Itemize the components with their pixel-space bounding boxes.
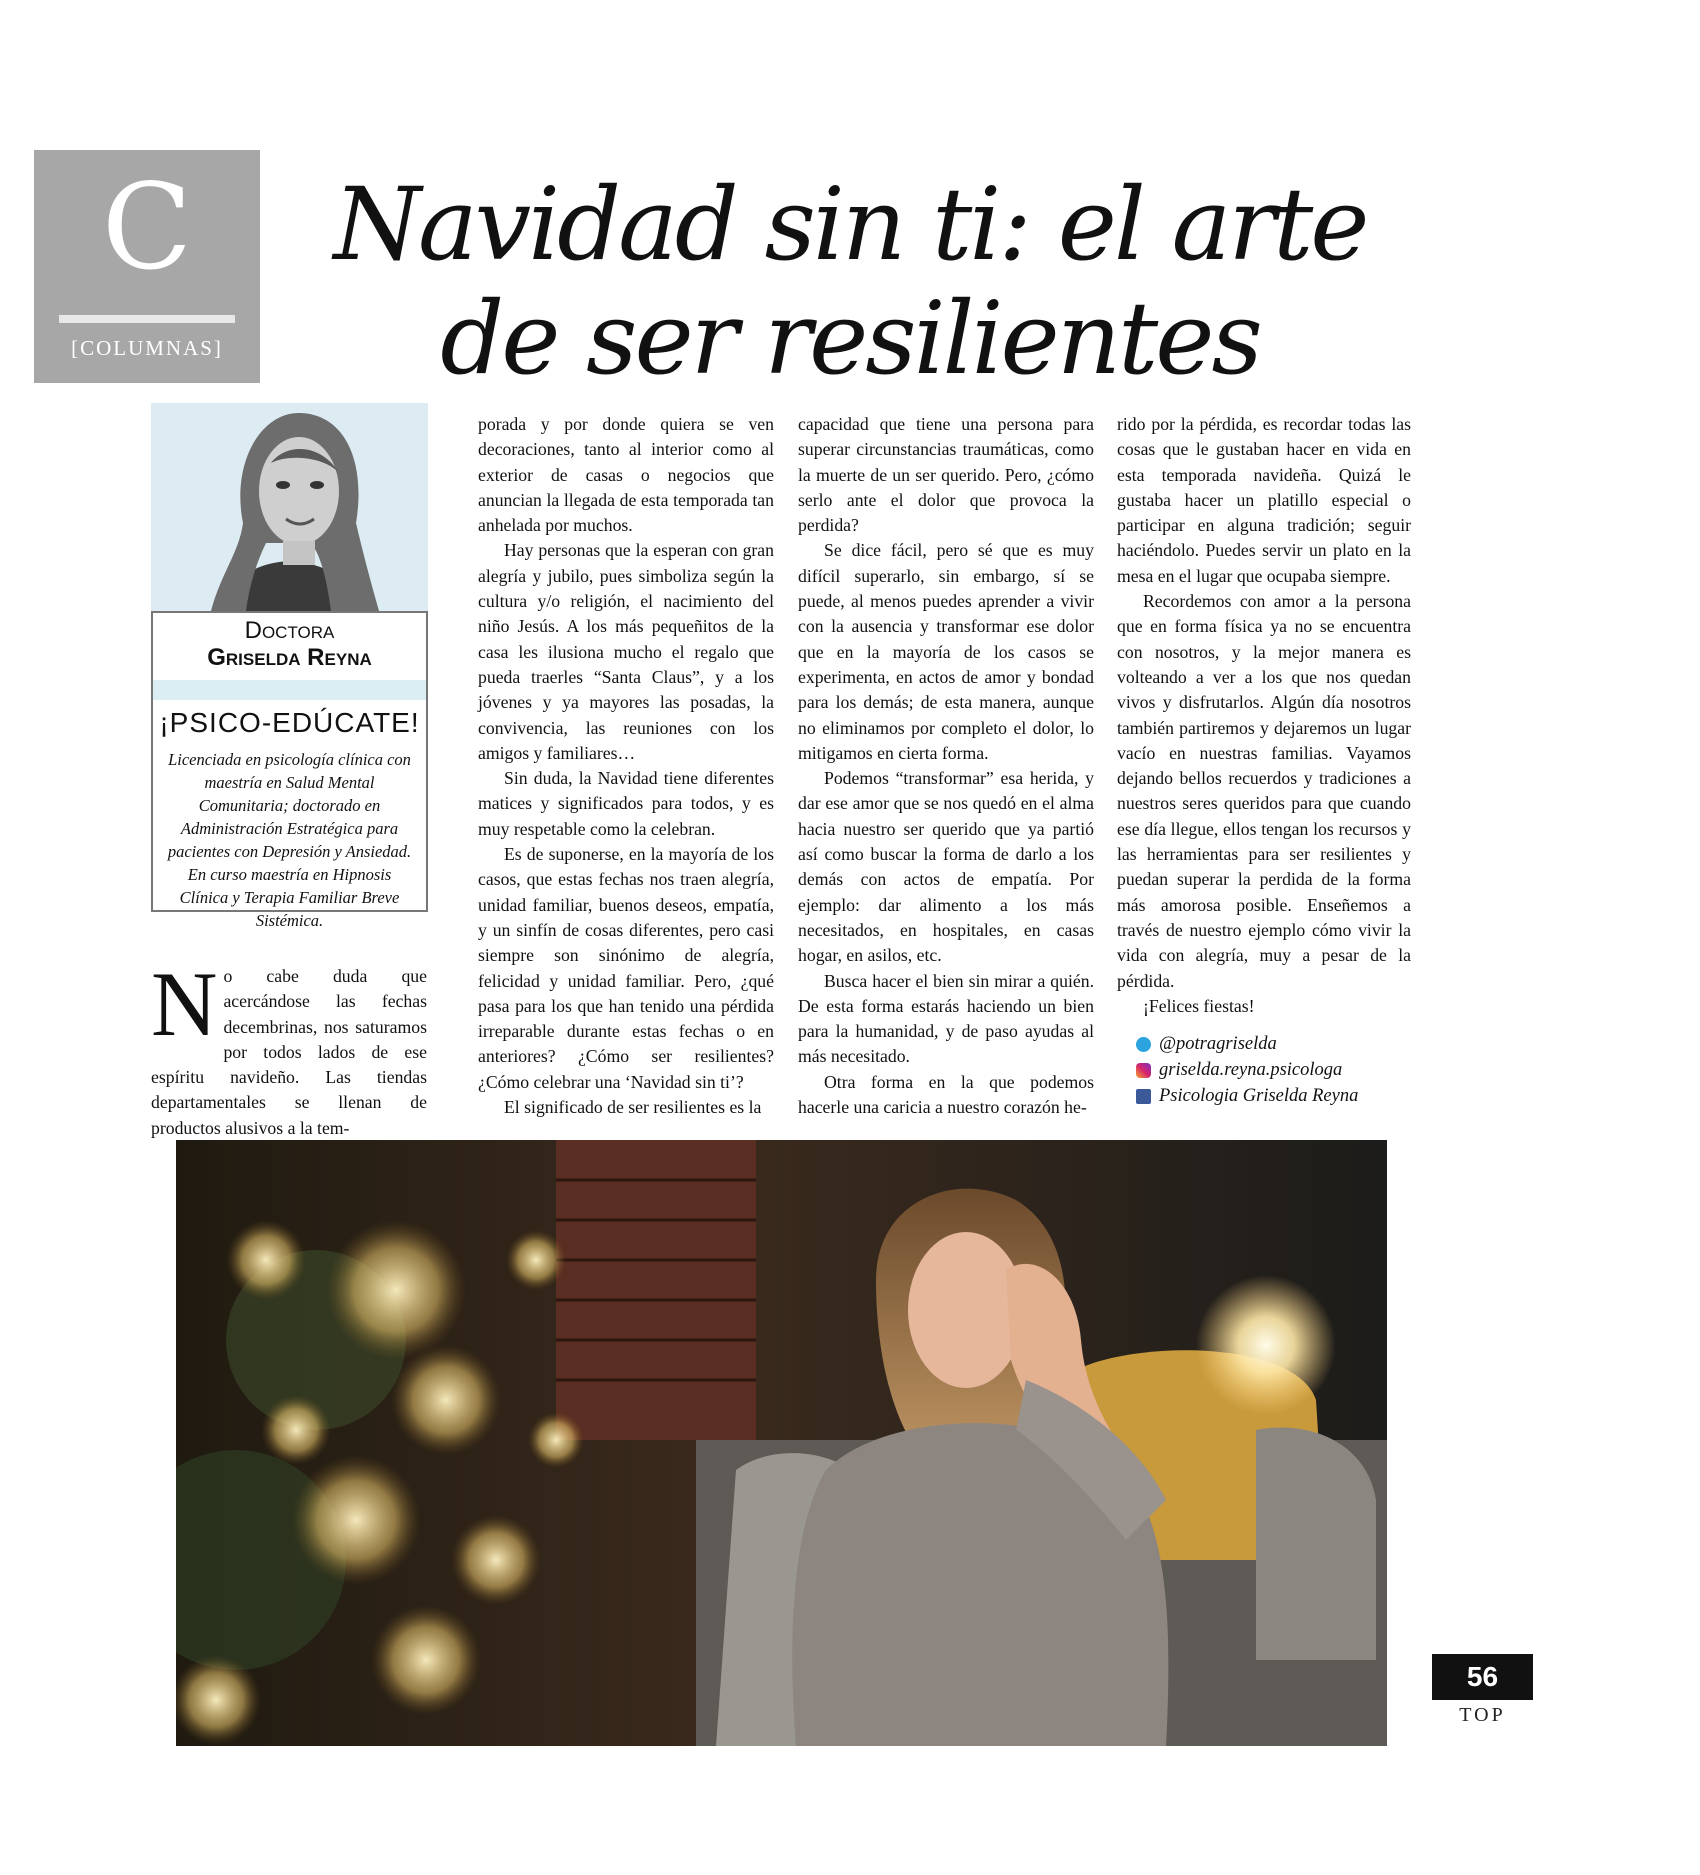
facebook-handle: Psicologia Griselda Reyna — [1159, 1086, 1359, 1106]
article-paragraph: ¡Felices fiestas! — [1143, 995, 1255, 1016]
article-paragraph: Sin duda, la Navidad tiene diferentes matices y significados para todos, y es muy respetable como la celebran. — [478, 768, 774, 839]
headline-line-2: de ser resilientes — [440, 280, 1260, 397]
article-column-3 — [798, 412, 1094, 1120]
article-paragraph: Busca hacer el bien sin mirar a quién. De esta forma estarás haciendo un bien para la humanidad, y de paso ayudas al más necesitado. — [798, 970, 1094, 1067]
article-paragraph: No cabe duda que acercándose las fechas decembrinas, nos saturamos por todos lados de ese espíritu navideño. Las tiendas departamentales se llenan de productos alusivos a la tem- — [151, 953, 427, 1138]
author-title: Doctora — [244, 617, 335, 644]
article-column-2 — [478, 412, 774, 1120]
drop-cap: N — [151, 953, 218, 1055]
article-column-1 — [151, 953, 427, 1141]
author-band — [153, 680, 426, 700]
social-links — [1136, 1031, 1358, 1109]
author-card — [151, 611, 428, 930]
column-name: ¡PSICO-EDÚCATE! — [159, 707, 420, 738]
article-paragraph: rido por la pérdida, es recordar todas las cosas que le gustaban hacer en vida en esta temporada navideña. Quizá le gustaba hacer un platillo especial o participar en alguna tradición; seguir haciéndolo. Puedes servir un plato en la mesa en el lugar que ocupaba siempre. — [1117, 414, 1411, 586]
magazine-name: TOP — [1459, 1704, 1506, 1726]
article-paragraph: Hay personas que la esperan con gran alegría y jubilo, pues simboliza según la cultura y/o religión, el nacimiento del niño Jesús. A los más pequeñitos de la casa les ilusiona mucho el regalo que pueda traerles “Santa Claus”, y a los jóvenes y ya mayores las posadas, la convivencia, las reuniones con los amigos y familiares… — [478, 540, 774, 763]
facebook-icon — [1136, 1089, 1151, 1104]
article-paragraph: Podemos “transformar” esa herida, y dar ese amor que se nos quedó en el alma hacia nuestro ser querido que ya partió así como buscar la forma de darlo a los demás con actos de empatía. Por ejemplo: dar alimento a los más necesitados, en hospitales, en casas hogar, en asilos, etc. — [798, 768, 1094, 966]
author-portrait — [151, 403, 428, 611]
headline-line-1: Navidad sin ti: el arte — [333, 166, 1367, 283]
article-paragraph: Es de suponerse, en la mayoría de los casos, que estas fechas nos traen alegría, unidad familiar, buenos deseos, empatía, y un sinfín de cosas diferentes, pero casi siempre son sinónimo de alegría, felicidad y unidad familiar. Pero, ¿qué pasa para los que han tenido una pérdida irreparable durante estas fechas o en anteriores? ¿Cómo ser resilientes? ¿Cómo celebrar una ‘Navidad sin ti’? — [478, 844, 774, 1092]
article-paragraph: Recordemos con amor a la persona que en forma física ya no se encuentra con nosotros, y la mejor manera es volteando a ver a los que nos quedan vivos y disfrutarlos. Algún día nosotros también partiremos y dejaremos un lugar vacío en nuestras familias. Vayamos dejando bellos recuerdos y tradiciones a nuestros seres queridos para que cuando ese día llegue, ellos tengan los recursos y las herramientas para ser resilientes y puedan superar la perdida de la forma más amorosa posible. Enseñemos a través de nuestro ejemplo cómo vivir la vida con alegría, muy a pesar de la pérdida. — [1117, 591, 1411, 991]
section-badge — [34, 150, 260, 383]
article-headline — [300, 168, 1400, 396]
instagram-handle: griselda.reyna.psicologa — [1159, 1060, 1343, 1080]
article-paragraph: El significado de ser resilientes es la — [504, 1097, 762, 1118]
section-label: [COLUMNAS] — [71, 336, 223, 360]
page-number: 56 — [1432, 1654, 1533, 1700]
twitter-handle: @potragriselda — [1159, 1034, 1277, 1054]
article-paragraph: Otra forma en la que podemos hacerle una caricia a nuestro corazón he- — [798, 1071, 1094, 1118]
article-photo — [176, 1140, 1387, 1746]
social-facebook[interactable] — [1136, 1083, 1358, 1109]
social-instagram[interactable] — [1136, 1057, 1358, 1083]
article-photo-image — [176, 1140, 1387, 1746]
section-letter: C — [101, 158, 193, 296]
author-portrait-image — [151, 403, 428, 611]
article-paragraph: porada y por donde quiera se ven decoraciones, tanto al interior como al exterior de casas o negocios que anuncian la llegada de esta temporada tan anhelada por muchos. — [478, 414, 774, 536]
instagram-icon — [1136, 1063, 1151, 1078]
article-column-4 — [1117, 412, 1411, 1019]
author-name: Griselda Reyna — [207, 644, 372, 671]
article-paragraph: capacidad que tiene una persona para superar circunstancias traumáticas, como la muerte de un ser querido. Pero, ¿cómo serlo ante el dolor que provoca la perdida? — [798, 414, 1094, 536]
twitter-icon — [1136, 1037, 1151, 1052]
section-rule — [59, 315, 235, 323]
social-twitter[interactable] — [1136, 1031, 1358, 1057]
author-bio: Licenciada en psicología clínica con maestría en Salud Mental Comunitaria; doctorado en Administración Estratégica para pacientes con Depresión y Ansiedad. En curso maestría en Hipnosis Clínica y Terapia Familiar Breve Sistémica. — [167, 750, 412, 930]
article-paragraph: Se dice fácil, pero sé que es muy difícil superarlo, sin embargo, sí se puede, al menos puedes aprender a vivir con la ausencia y transformar ese dolor que en la mayoría de los casos se experimenta, en actos de amor y bondad para los demás; de esta manera, aunque no eliminamos por completo el dolor, lo mitigamos en cierta forma. — [798, 540, 1094, 763]
